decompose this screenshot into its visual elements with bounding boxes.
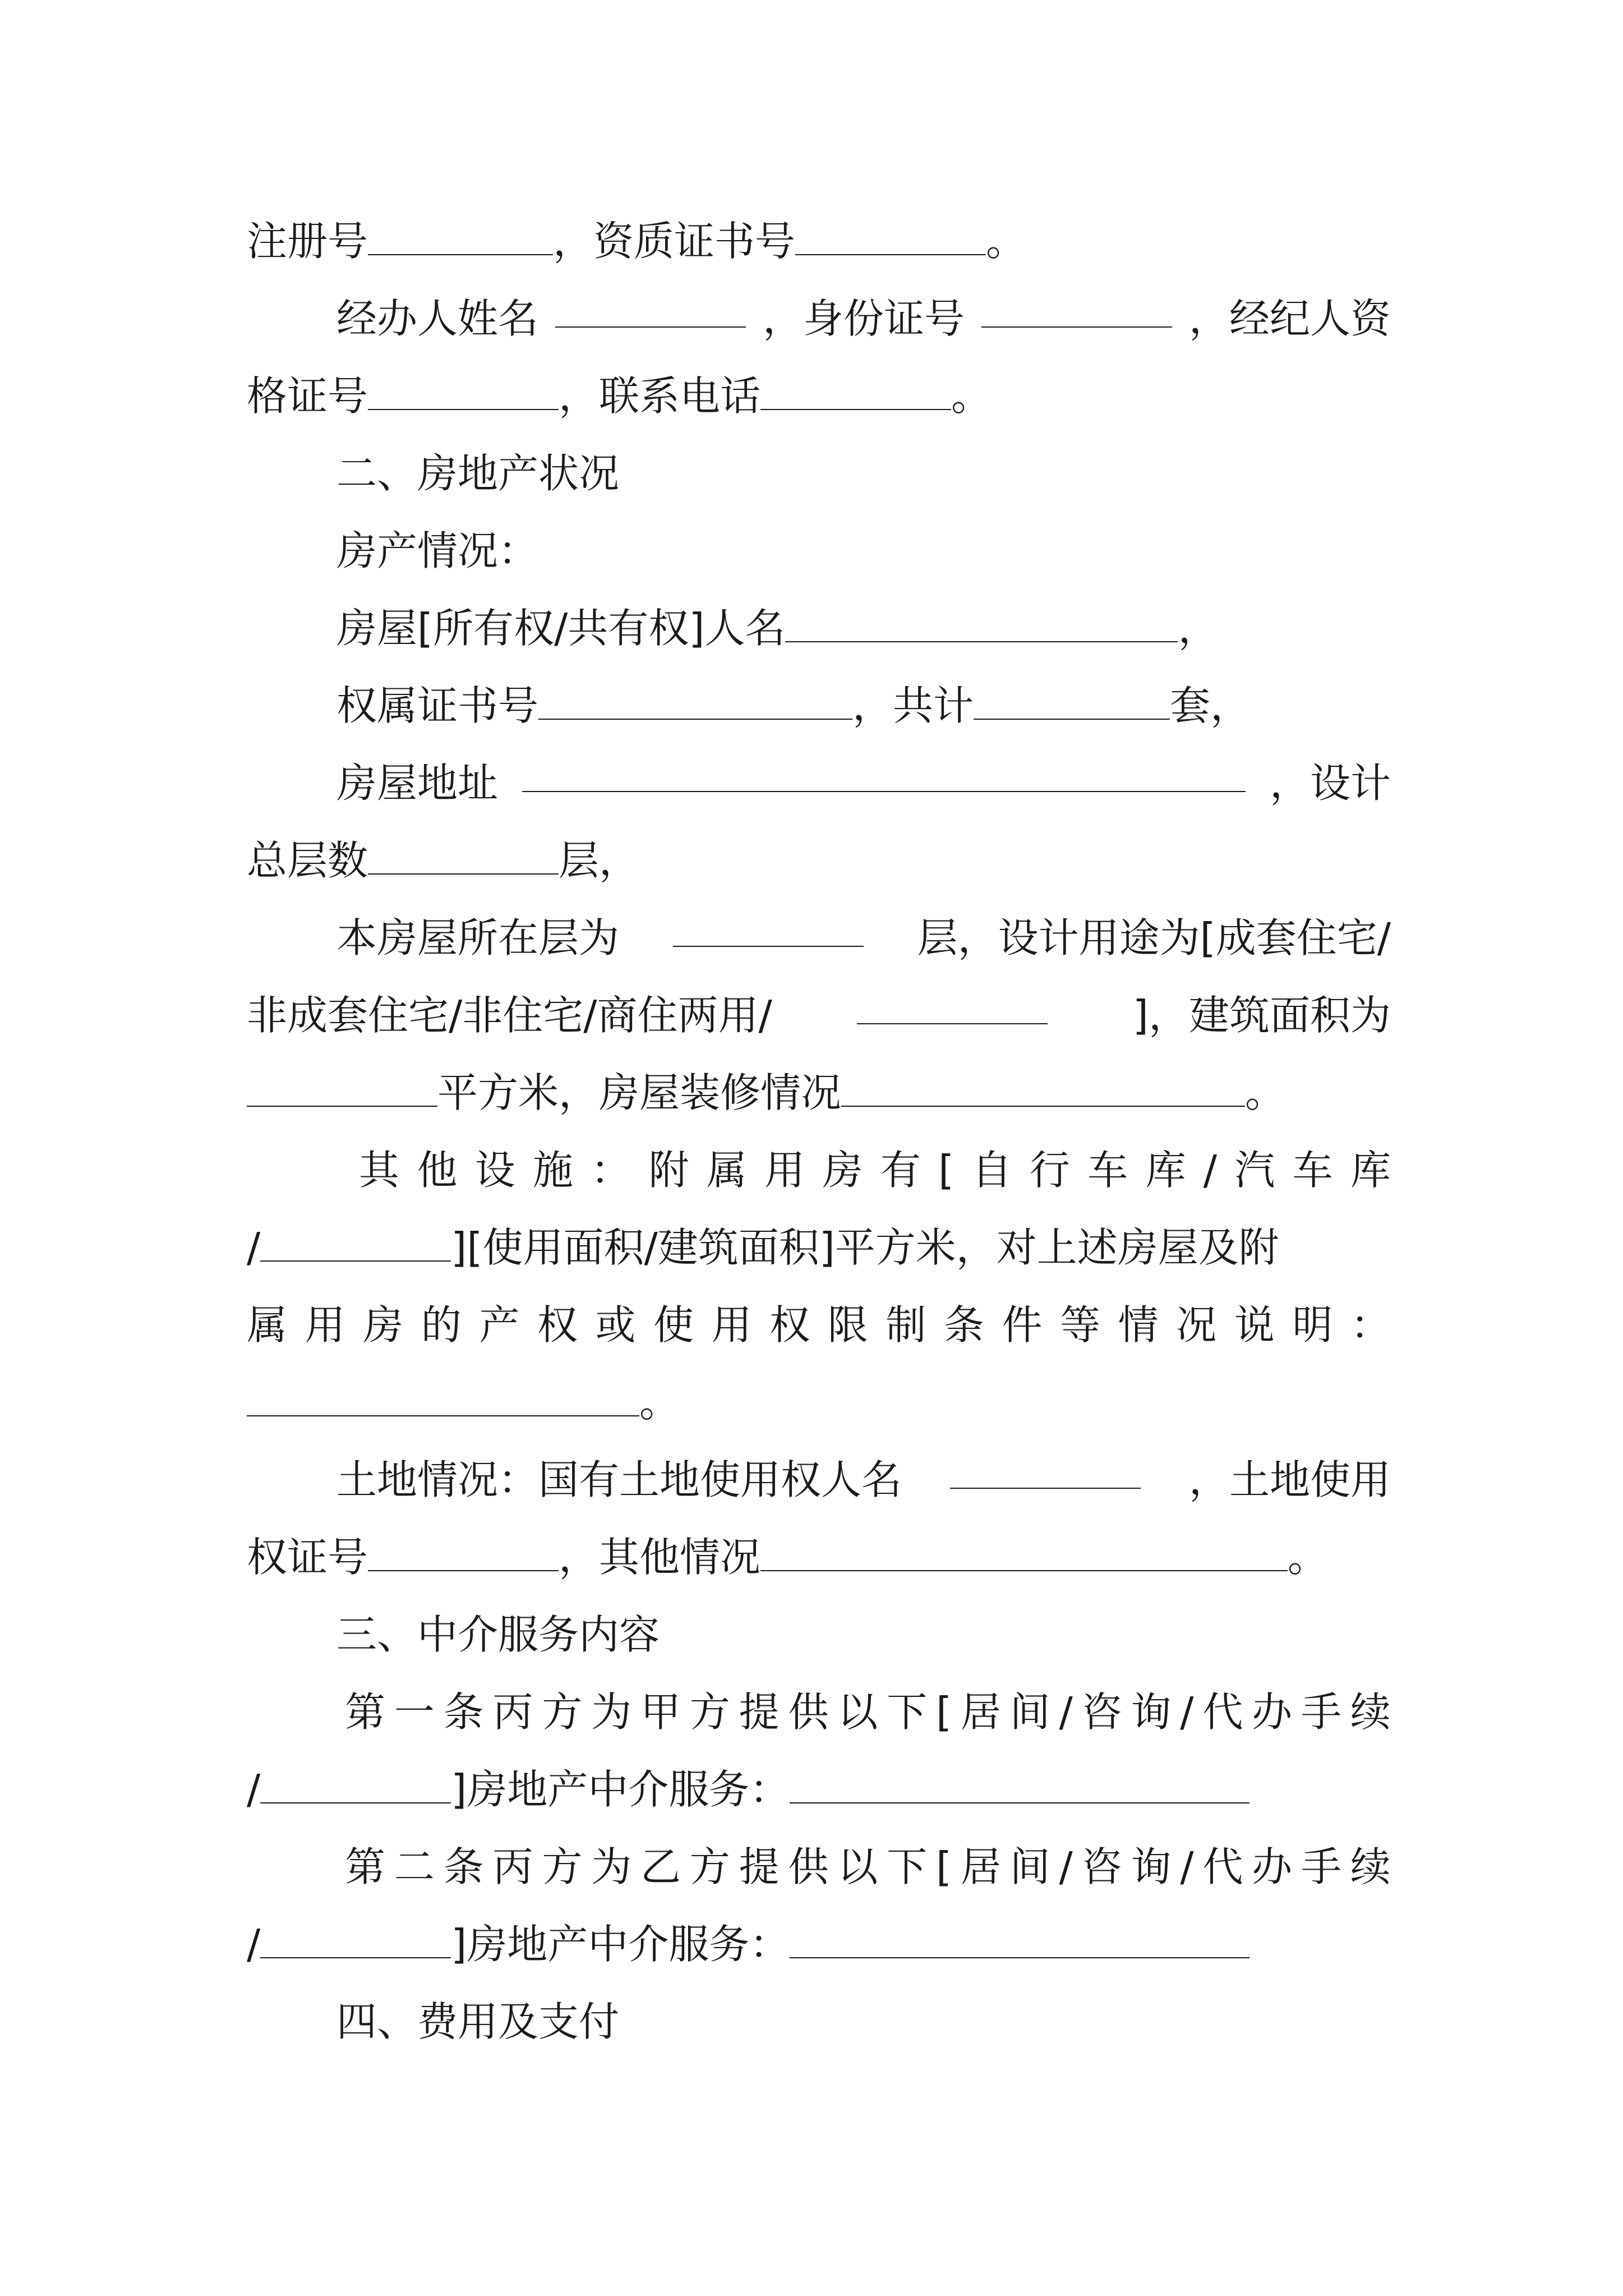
land-owner-blank[interactable]	[950, 1452, 1141, 1489]
period-mark: 。	[1288, 1534, 1329, 1581]
phone-label: ，联系电话	[559, 372, 761, 420]
title-cert-blank[interactable]	[538, 683, 852, 720]
char: 为	[591, 1843, 632, 1890]
article-1-line	[345, 1684, 1391, 1740]
char: 件	[1002, 1301, 1043, 1349]
period-mark: 。	[986, 218, 1027, 265]
char: 他	[417, 1147, 458, 1194]
phone-blank[interactable]	[760, 373, 951, 410]
facility-other-line	[247, 1220, 1391, 1276]
char: 办	[1252, 1688, 1293, 1736]
design-label: ，设计	[1269, 760, 1391, 807]
char: /	[1180, 1843, 1194, 1890]
char: 等	[1060, 1301, 1101, 1349]
char: 制	[886, 1301, 926, 1349]
area-blank[interactable]	[247, 1070, 437, 1107]
char: 用	[764, 1147, 805, 1194]
period-mark: 。	[1245, 1069, 1286, 1116]
other-info-blank[interactable]	[760, 1534, 1288, 1571]
char: 第	[345, 1688, 386, 1736]
char: 情	[1118, 1301, 1159, 1349]
char: 库	[1350, 1147, 1391, 1194]
area-decoration-line	[247, 1065, 1391, 1121]
total-label: ，共计	[852, 682, 974, 729]
other-facilities-line	[359, 1142, 1391, 1198]
char: 下	[887, 1688, 928, 1736]
cert-phone-line	[247, 368, 1391, 424]
article-2-line	[345, 1839, 1391, 1895]
floors-unit: 层，	[559, 837, 640, 884]
title-cert-line	[247, 678, 1481, 734]
address-blank[interactable]	[522, 755, 1246, 792]
char: 况	[1176, 1301, 1217, 1349]
char: 下	[887, 1843, 928, 1890]
char: 自	[971, 1147, 1012, 1194]
char: 提	[739, 1843, 780, 1890]
registration-blank[interactable]	[368, 218, 553, 255]
article-1-service-line	[247, 1761, 1391, 1818]
char: 第	[345, 1843, 386, 1890]
char: 或	[595, 1301, 636, 1349]
title-cert-label: 权属证书号	[336, 682, 539, 729]
agent-name-label: 经办人姓名	[336, 295, 539, 342]
char: [	[935, 1688, 952, 1736]
char: /	[1059, 1688, 1073, 1736]
cert-blank[interactable]	[368, 373, 559, 410]
section-heading-2	[247, 445, 1481, 501]
property-status-label: 房产情况：	[336, 527, 539, 574]
rights-restrictions-line	[247, 1297, 1391, 1353]
total-blank[interactable]	[974, 683, 1170, 720]
char: 条	[443, 1688, 484, 1736]
land-label: 土地情况：国有土地使用权人名	[336, 1456, 902, 1503]
char: 方	[689, 1843, 730, 1890]
char: 一	[394, 1688, 435, 1736]
char: /	[1203, 1147, 1218, 1194]
qualification-blank[interactable]	[795, 218, 986, 255]
address-line	[247, 755, 1391, 811]
char: 居	[960, 1688, 1001, 1736]
restrictions-blank[interactable]	[247, 1379, 639, 1416]
article-1-service-blank[interactable]	[790, 1766, 1249, 1803]
sets-label: 套，	[1170, 682, 1251, 729]
total-floors-line	[247, 832, 1391, 889]
char: 手	[1301, 1843, 1341, 1890]
char: 供	[788, 1688, 829, 1736]
registration-label: 注册号	[247, 218, 368, 265]
comma-mark: ，	[1178, 605, 1219, 652]
usage-label: 层，设计用途为[成套住宅/	[917, 914, 1391, 961]
char: 方	[689, 1688, 730, 1736]
land-cert-blank[interactable]	[368, 1534, 559, 1571]
article-2-service-blank[interactable]	[790, 1921, 1249, 1958]
char: /	[1059, 1843, 1073, 1890]
char: 乙	[640, 1843, 681, 1890]
char: 条	[943, 1301, 984, 1349]
floor-usage-line	[247, 910, 1391, 966]
char: 方	[542, 1688, 583, 1736]
section-title: 二、房地产状况	[336, 450, 620, 497]
char: 的	[421, 1301, 462, 1349]
section-heading-4	[247, 1994, 1481, 2050]
char: 房	[822, 1147, 863, 1194]
char: 库	[1145, 1147, 1186, 1194]
char: 设	[474, 1147, 515, 1194]
registration-line	[247, 213, 1391, 269]
owner-line	[247, 600, 1481, 656]
section-title: 四、费用及支付	[336, 1998, 620, 2045]
char: 使	[653, 1301, 694, 1349]
char: 续	[1350, 1843, 1391, 1890]
qualification-label: ，资质证书号	[553, 218, 796, 265]
char: 居	[960, 1843, 1001, 1890]
period-mark: 。	[951, 372, 992, 420]
char: 丙	[492, 1688, 533, 1736]
section-title: 三、中介服务内容	[336, 1611, 660, 1658]
land-line	[247, 1452, 1391, 1508]
char: ：	[1350, 1301, 1391, 1349]
char: 咨	[1081, 1843, 1122, 1890]
facility-other-blank[interactable]	[260, 1225, 451, 1262]
char: 产	[479, 1301, 520, 1349]
total-floors-label: 总层数	[247, 837, 368, 884]
char: 明	[1292, 1301, 1333, 1349]
char: 车	[1292, 1147, 1333, 1194]
char: 施	[532, 1147, 573, 1194]
char: 用	[305, 1301, 345, 1349]
char: 条	[443, 1843, 484, 1890]
cert-label: 格证号	[247, 372, 368, 420]
char: /	[1180, 1688, 1194, 1736]
property-status-line	[247, 523, 1481, 579]
char: 说	[1234, 1301, 1275, 1349]
char: 手	[1301, 1688, 1341, 1736]
char: 权	[769, 1301, 810, 1349]
area-label: ]，建筑面积为	[1132, 992, 1391, 1039]
char: 询	[1131, 1843, 1172, 1890]
char: 属	[706, 1147, 747, 1194]
owner-label: 房屋[所有权/共有权]人名	[336, 605, 786, 652]
broker-cert-label: ，经纪人资	[1188, 295, 1391, 342]
char: 以	[837, 1688, 878, 1736]
char: 方	[542, 1843, 583, 1890]
char: 询	[1131, 1688, 1172, 1736]
char: 间	[1009, 1843, 1050, 1890]
decoration-blank[interactable]	[841, 1070, 1245, 1107]
usage-options-line	[247, 987, 1391, 1043]
floor-label: 本房屋所在层为	[336, 914, 620, 961]
char: 房	[363, 1301, 404, 1349]
char: 咨	[1081, 1688, 1122, 1736]
char: 供	[788, 1843, 829, 1890]
other-info-label: ，其他情况	[559, 1534, 761, 1581]
char: 行	[1029, 1147, 1070, 1194]
slash-mark: /	[247, 1921, 261, 1968]
char: 附	[648, 1147, 689, 1194]
decoration-label: 平方米，房屋装修情况	[437, 1069, 842, 1116]
restrictions-blank-line	[247, 1374, 1391, 1430]
char: 属	[247, 1301, 288, 1349]
service-label: ]房地产中介服务：	[451, 1766, 790, 1813]
char: 办	[1252, 1843, 1293, 1890]
article-2-other-blank[interactable]	[260, 1921, 451, 1958]
usage-options-label: 非成套住宅/非住宅/商住两用/	[247, 992, 772, 1039]
char: 为	[591, 1688, 632, 1736]
char: [	[935, 1843, 952, 1890]
char: 用	[711, 1301, 752, 1349]
facility-area-label: ][使用面积/建筑面积]平方米，对上述房屋及附	[451, 1224, 1279, 1271]
char: 续	[1350, 1688, 1391, 1736]
article-2-service-line	[247, 1916, 1391, 1972]
section-heading-3	[247, 1607, 1481, 1663]
id-number-label: ，身份证号	[762, 295, 965, 342]
char: [	[938, 1147, 955, 1194]
total-floors-blank[interactable]	[368, 838, 559, 875]
char: ：	[591, 1147, 631, 1194]
char: 权	[537, 1301, 578, 1349]
char: 丙	[492, 1843, 533, 1890]
char: 二	[394, 1843, 435, 1890]
char: 其	[359, 1147, 400, 1194]
char: 间	[1009, 1688, 1050, 1736]
usage-other-blank[interactable]	[857, 987, 1048, 1024]
article-1-other-blank[interactable]	[260, 1766, 451, 1803]
slash-mark: /	[247, 1766, 261, 1813]
char: 以	[837, 1843, 878, 1890]
agent-name-blank[interactable]	[555, 291, 746, 328]
land-cert-label: 权证号	[247, 1534, 368, 1581]
id-number-blank[interactable]	[981, 291, 1172, 328]
address-label: 房屋地址	[336, 760, 499, 807]
land-cert-line	[247, 1529, 1391, 1585]
char: 有	[880, 1147, 921, 1194]
land-use-label: ，土地使用	[1188, 1456, 1391, 1503]
period-mark: 。	[639, 1379, 680, 1426]
char: 甲	[640, 1688, 681, 1736]
floor-blank[interactable]	[673, 910, 864, 947]
char: 代	[1202, 1843, 1243, 1890]
char: 提	[739, 1688, 780, 1736]
char: 车	[1087, 1147, 1128, 1194]
char: 汽	[1234, 1147, 1275, 1194]
char: 代	[1202, 1688, 1243, 1736]
char: 限	[827, 1301, 868, 1349]
slash-mark: /	[247, 1224, 261, 1271]
owner-blank[interactable]	[785, 605, 1178, 642]
agent-line	[247, 291, 1391, 347]
service-label: ]房地产中介服务：	[451, 1921, 790, 1968]
